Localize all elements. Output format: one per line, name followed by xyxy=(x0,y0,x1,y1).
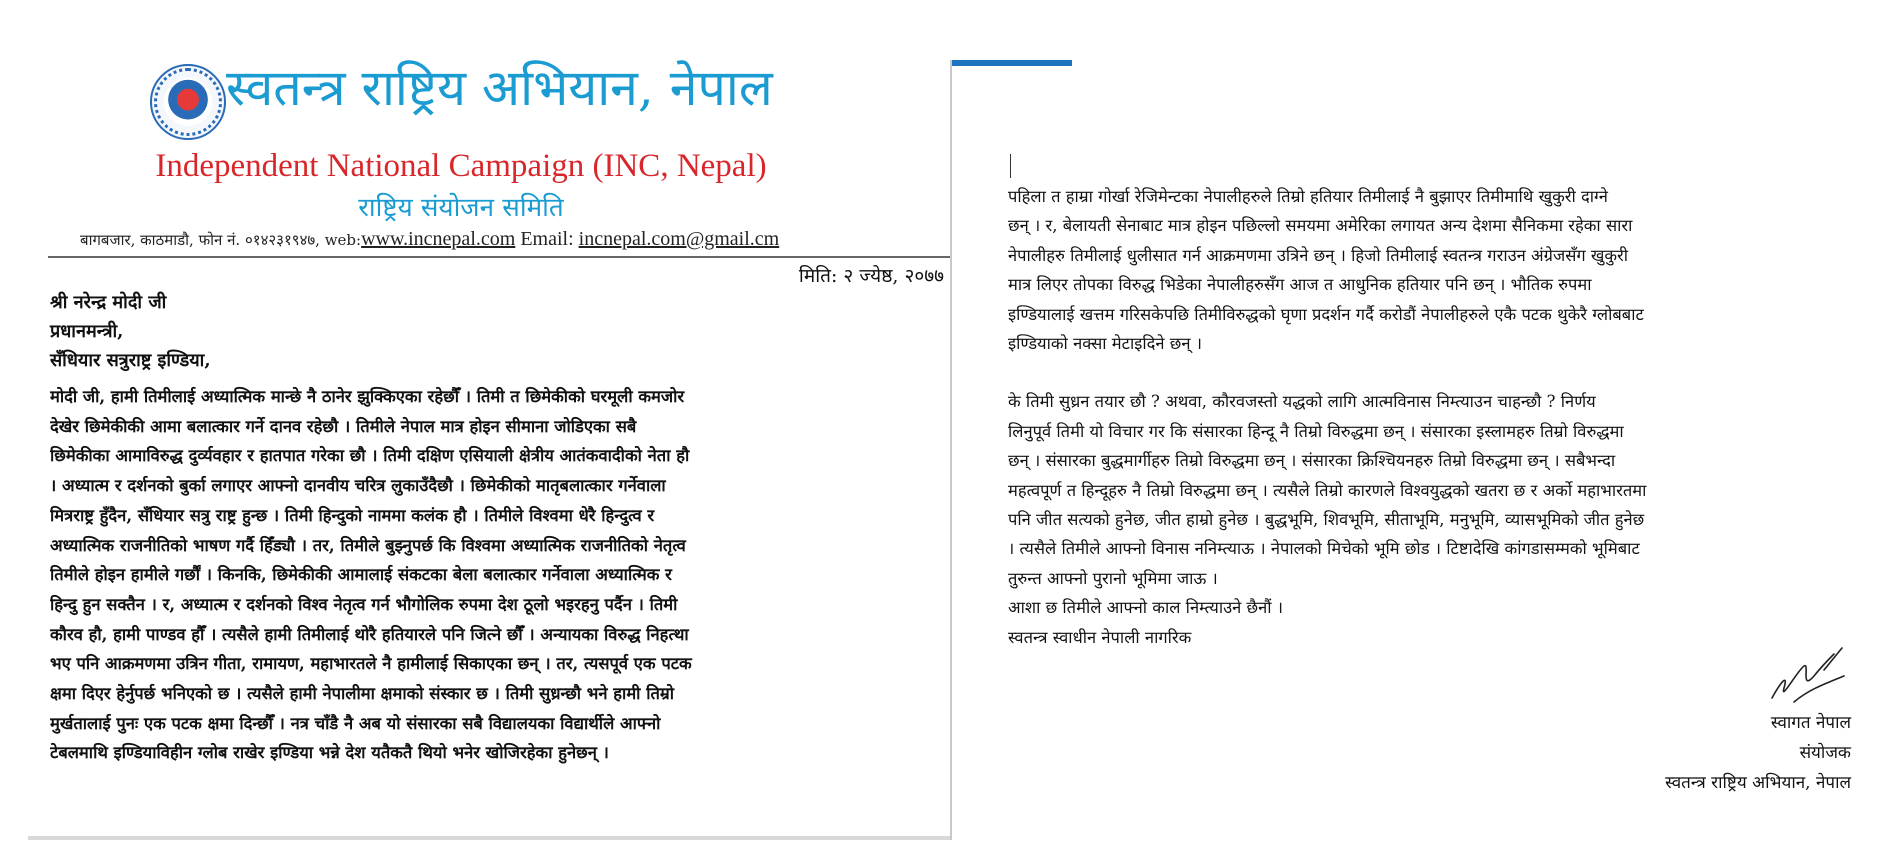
contact-website-link[interactable]: www.incnepal.com xyxy=(361,228,516,250)
body-line: छिमेकीका आमाविरुद्ध दुर्व्यवहार र हातपात गरेका छौ । तिमी दक्षिण एसियाली क्षेत्रीय आतंकवादीको नेता हौ xyxy=(50,446,690,466)
body-line: । अध्यात्म र दर्शनको बुर्का लगाएर आफ्नो दानवीय चरित्र लुकाउँदैछौ । छिमेकीको मातृबलात्कार गर्नेवाला xyxy=(50,476,666,496)
body-line: मित्रराष्ट्र हुँदैन, सँधियार सत्रु राष्ट्र हुन्छ । तिमी हिन्दुको नाममा कलंक हौ । तिमीले विश्वमा धेरै हिन्दुत्व र xyxy=(50,505,655,525)
body-line: देखेर छिमेकीकी आमा बलात्कार गर्ने दानव रहेछौ । तिमीले नेपाल मात्र होइन सीमाना जोडिएका सबै xyxy=(50,416,637,436)
body-line: तुरुन्त आफ्नो पुरानो भूमिमा जाऊ । xyxy=(1008,568,1218,588)
addressee-line: श्री नरेन्द्र मोदी जी xyxy=(50,292,167,313)
body-line: महत्वपूर्ण त हिन्दूहरु नै तिम्रो विरुद्धमा छन् । त्यसैले तिम्रो कारणले विश्वयुद्धको खतरा छ र अर्को महाभारतमा xyxy=(1008,480,1647,500)
body-line: स्वतन्त्र स्वाधीन नेपाली नागरिक xyxy=(1008,627,1192,647)
body-line: तिमीले होइन हामीले गर्छौं । किनकि, छिमेकीकी आमालाई संकटका बेला बलात्कार गर्नेवाला अध्यात्मिक र xyxy=(50,565,672,585)
signature-icon xyxy=(1764,640,1850,710)
body-line: क्षमा दिएर हेर्नुपर्छ भनिएको छ । त्यसैले हामी नेपालीमा क्षमाको संस्कार छ । तिमी सुध्रन्छौ भने हामी तिम्रो xyxy=(50,684,675,704)
body-line: मुर्खतालाई पुनः एक पटक क्षमा दिन्छौँ । नत्र चाँडै नै अब यो संसारका सबै विद्यालयका विद्यार्थीले आफ्नो xyxy=(50,713,661,733)
letter-body-page-1 xyxy=(50,382,950,768)
contact-email-link[interactable]: incnepal.com@gmail.cm xyxy=(578,228,780,250)
body-line: भए पनि आक्रमणमा उत्रिन गीता, रामायण, महाभारतले नै हामीलाई सिकाएका छन् । तर, त्यसपूर्व एक पटक xyxy=(50,654,692,674)
signoff-title: संयोजक xyxy=(1799,743,1851,763)
body-line: नेपालीहरु तिमीलाई धुलीसात गर्न आक्रमणमा उत्रिने छन् । हिजो तिमीलाई स्वतन्त्र गराउन अंग्रेजसँग खुकुरी xyxy=(1008,245,1629,265)
body-line: छन् । र, बेलायती सेनाबाट मात्र होइन पछिल्लो समयमा अमेरिका लगायत अन्य देशमा सैनिकमा रहेका सारा xyxy=(1008,216,1633,236)
body-line: लिनुपूर्व तिमी यो विचार गर कि संसारका हिन्दू नै तिम्रो विरुद्धमा छन् । संसारका इस्लामहरु तिम्रो विरुद्धमा xyxy=(1008,421,1624,441)
letterhead xyxy=(28,52,950,262)
page-2-left-edge xyxy=(950,60,952,840)
campaign-logo-icon xyxy=(150,64,226,140)
letterhead-divider xyxy=(48,256,950,258)
page-1-bottom-edge xyxy=(28,836,950,840)
signoff-organization: स्वतन्त्र राष्ट्रिय अभियान, नेपाल xyxy=(1665,773,1851,793)
body-line: पहिला त हाम्रा गोर्खा रेजिमेन्टका नेपालीहरुले तिम्रो हतियार तिमीलाई नै बुझाएर तिमीमाथि खुकुरी दाग्ने xyxy=(1008,187,1608,206)
letterhead-contact xyxy=(80,228,779,251)
paragraph-1 xyxy=(1008,182,1863,358)
letter-body-page-2 xyxy=(1008,182,1863,652)
body-line: इण्डियाको नक्सा मेटाइदिने छन् । xyxy=(1008,334,1203,354)
paragraph-2 xyxy=(1008,387,1863,652)
body-line: मोदी जी, हामी तिमीलाई अध्यात्मिक मान्छे नै ठानेर झुक्किएका रहेछौँ । तिमी त छिमेकीको घरमूली कमजोर xyxy=(50,387,685,406)
letterhead-title-nepali: स्वतन्त्र राष्ट्रिय अभियान, नेपाल xyxy=(226,59,773,117)
body-line: पनि जीत सत्यको हुनेछ, जीत हाम्रो हुनेछ । बुद्धभूमि, शिवभूमि, सीताभूमि, मनुभूमि, व्यासभूमिको जीत हुनेछ xyxy=(1008,510,1645,530)
contact-email-label: Email: xyxy=(515,228,579,250)
page-2-accent-tab xyxy=(952,60,1072,66)
body-line: कौरव हौ, हामी पाण्डव हौँ । त्यसैले हामी तिमीलाई थोरै हतियारले पनि जित्ने छौँ । अन्यायका विरुद्ध निहत्था xyxy=(50,624,689,644)
text-cursor xyxy=(1010,154,1011,178)
body-line: हिन्दु हुन सक्तैन । र, अध्यात्म र दर्शनको विश्व नेतृत्व गर्न भौगोलिक रुपमा देश ठूलो भइरहनु पर्दैन । तिमी xyxy=(50,594,678,614)
body-line: के तिमी सुध्रन तयार छौ ? अथवा, कौरवजस्तो यद्धको लागि आत्मविनास निम्त्याउन चाहन्छौ ? निर्णय xyxy=(1008,392,1596,412)
body-line: टेबलमाथि इण्डियाविहीन ग्लोब राखेर इण्डिया भन्ने देश यतैकतै थियो भनेर खोजिरहेका हुनेछन् । xyxy=(50,743,609,763)
body-line: अध्यात्मिक राजनीतिको भाषण गर्दै हिँड्यौ । तर, तिमीले बुझ्नुपर्छ कि विश्वमा अध्यात्मिक राजनीतिको नेतृत्व xyxy=(50,535,686,555)
letter-addressee xyxy=(50,288,211,375)
letter-page-1 xyxy=(28,0,950,840)
body-line: । त्यसैले तिमीले आफ्नो विनास ननिम्त्याऊ । नेपालको मिचेको भूमि छोड । टिष्टादेखि कांगडासम्मको भूमिबाट xyxy=(1008,539,1640,559)
letter-date: मिति: २ ज्येष्ठ, २०७७ xyxy=(798,265,944,287)
logo-emblem xyxy=(164,78,212,126)
addressee-line: सँधियार सत्रुराष्ट्र इण्डिया, xyxy=(50,350,211,371)
letter-signoff xyxy=(1665,708,1851,798)
body-line: मात्र लिएर तोपका विरुद्ध भिडेका नेपालीहरुसँग आज त आधुनिक हतियार पनि छन् । भौतिक रुपमा xyxy=(1008,275,1592,295)
body-line: आशा छ तिमीले आफ्नो काल निम्त्याउने छैनौं । xyxy=(1008,598,1284,618)
addressee-line: प्रधानमन्त्री, xyxy=(50,321,124,342)
letterhead-title-english: Independent National Campaign (INC, Nepal) xyxy=(155,148,767,184)
signoff-name: स्वागत नेपाल xyxy=(1770,713,1851,733)
paragraph-gap xyxy=(1008,358,1863,387)
body-line: छन् । संसारका बुद्धमार्गीहरु तिम्रो विरुद्धमा छन् । संसारका क्रिश्चियनहरु तिम्रो विरुद्धमा छन् । सबैभन्दा xyxy=(1008,451,1616,471)
body-line: इण्डियालाई खत्तम गरिसकेपछि तिमीविरुद्धको घृणा प्रदर्शन गर्दै करोडौं नेपालीहरुले एकै पटक थुकेरै ग्लोबबाट xyxy=(1008,304,1644,324)
letterhead-subtitle: राष्ट्रिय संयोजन समिति xyxy=(358,193,564,223)
contact-address: बागबजार, काठमाडौ, फोन नं. ०१४२३१९४७, web: xyxy=(80,231,362,249)
